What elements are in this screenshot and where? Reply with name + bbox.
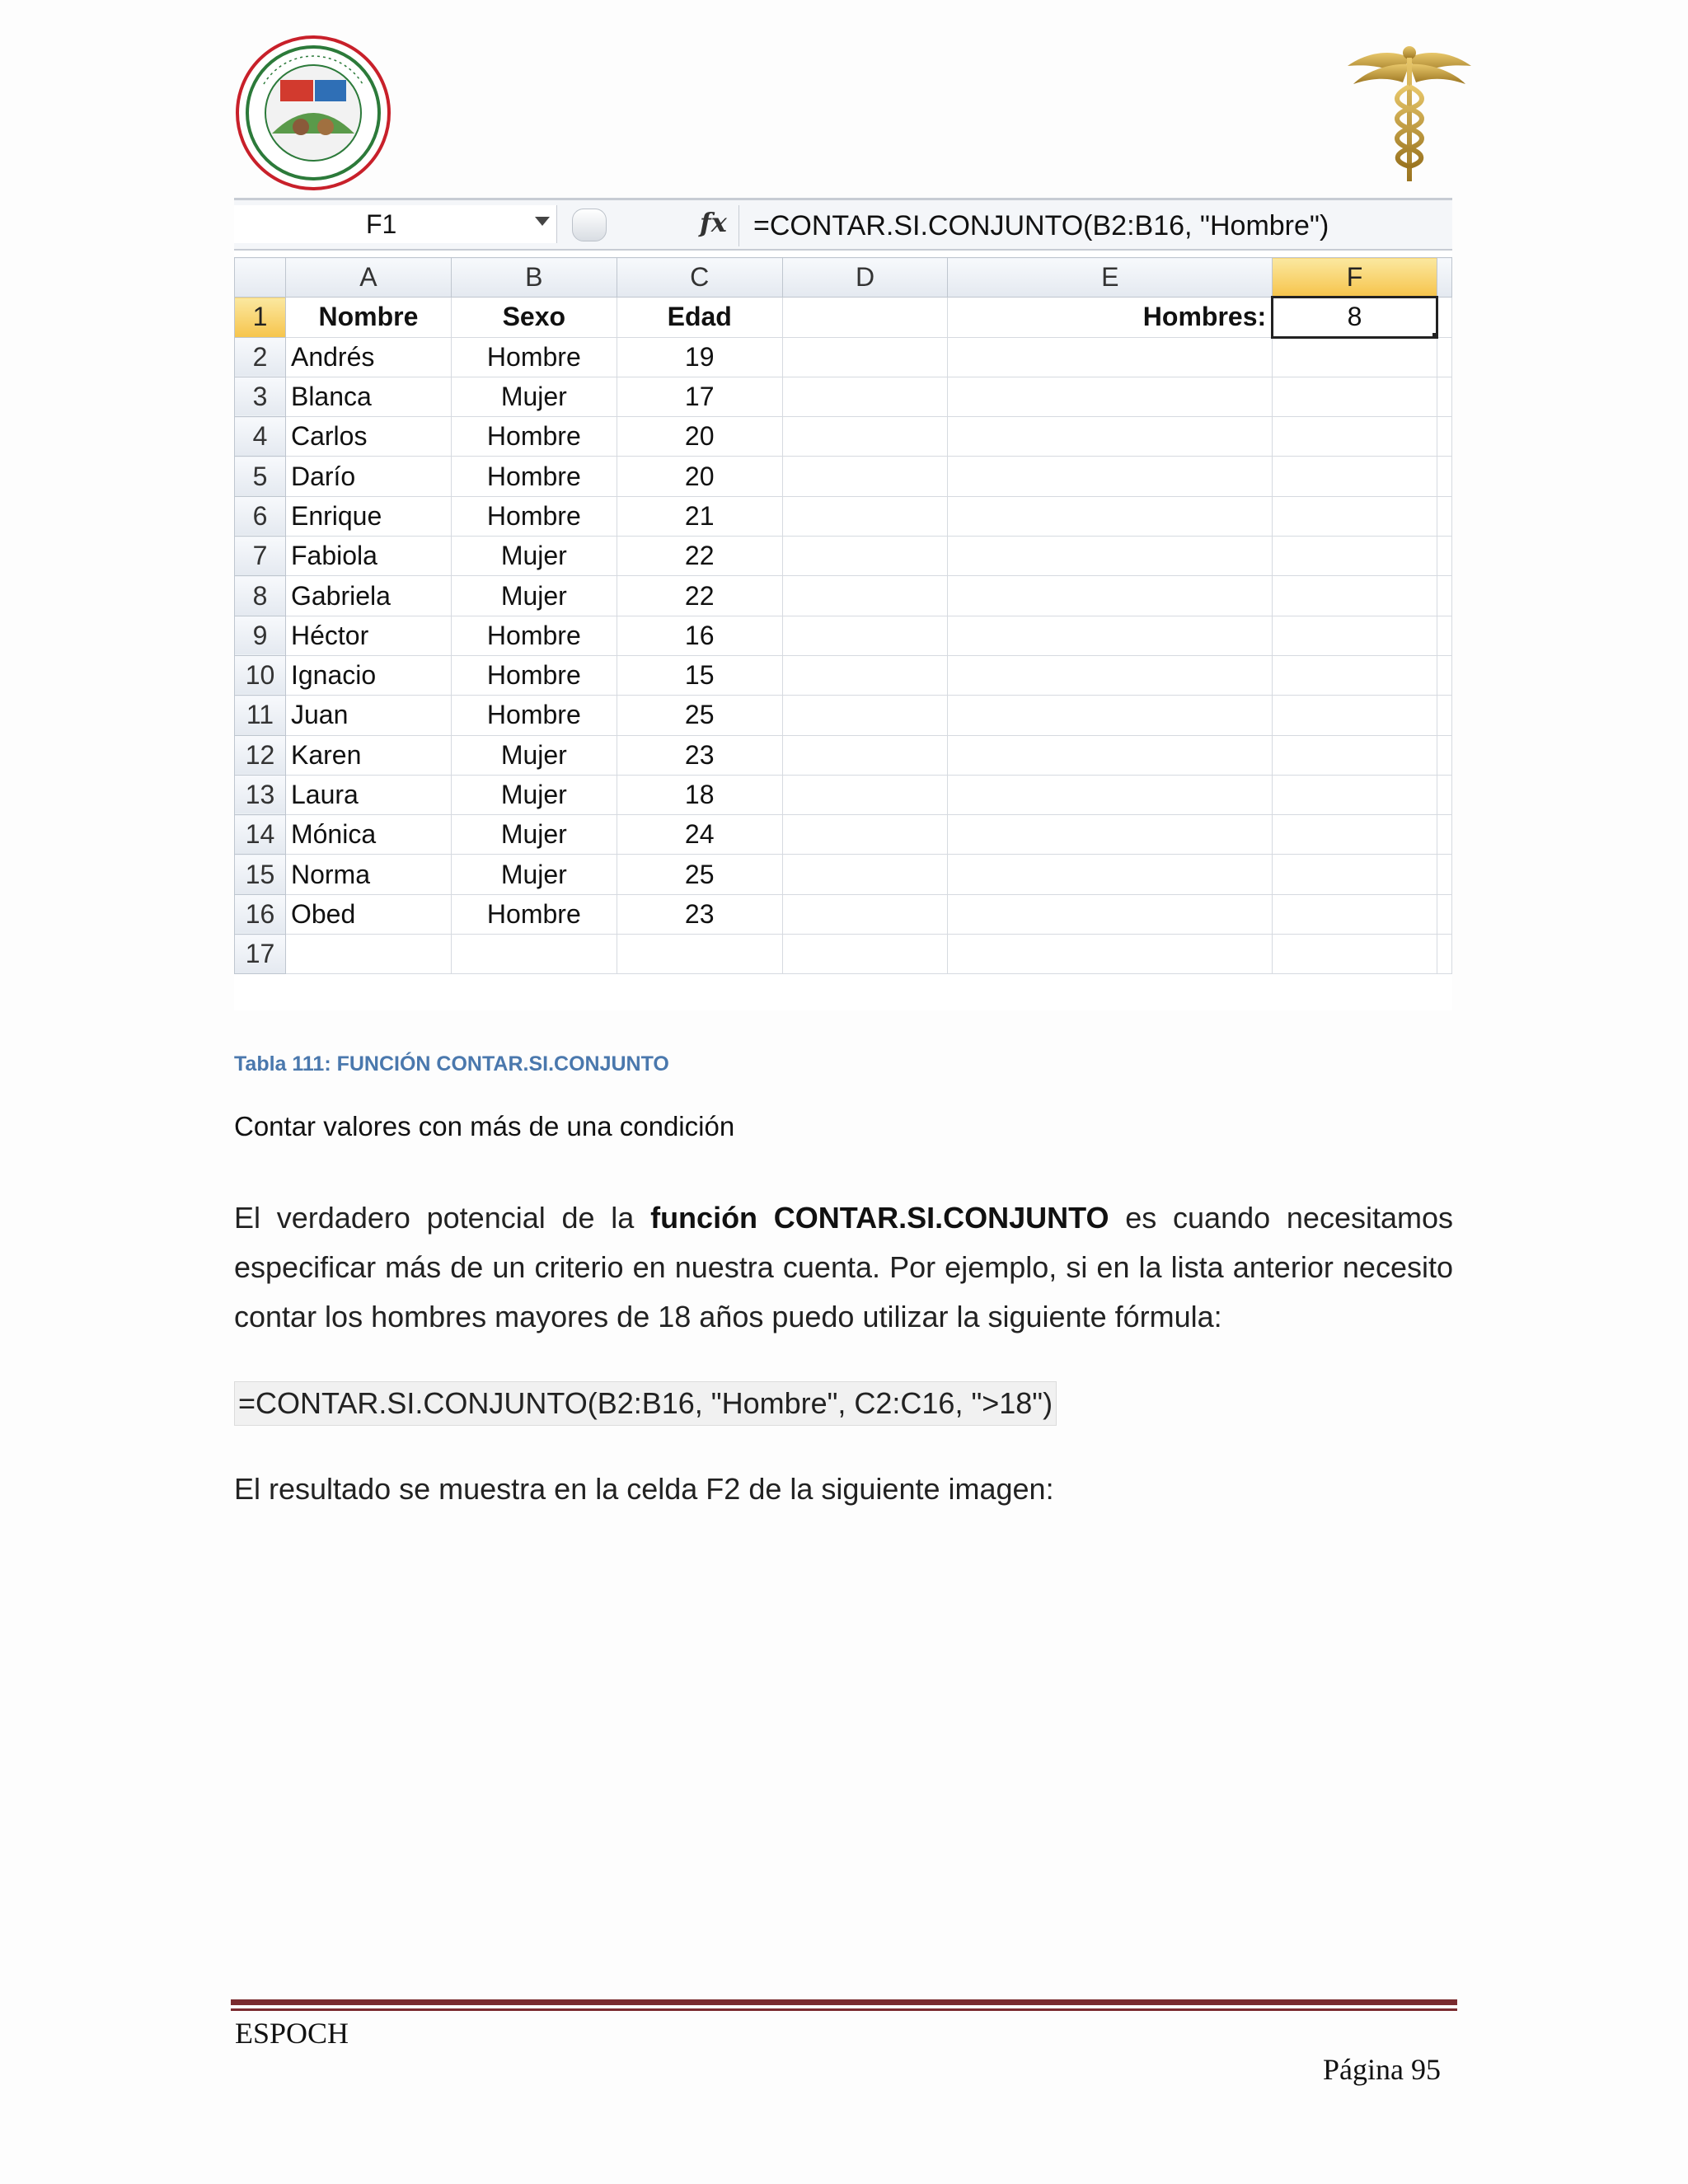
cell[interactable] — [1273, 537, 1437, 576]
chevron-down-icon[interactable] — [535, 217, 550, 226]
cell[interactable] — [1273, 655, 1437, 695]
cell[interactable]: Edad — [617, 298, 782, 337]
cell[interactable] — [782, 696, 948, 735]
cell[interactable] — [948, 775, 1273, 814]
cell[interactable] — [1273, 815, 1437, 855]
caduceus-logo — [1343, 41, 1475, 185]
row-header[interactable]: 13 — [235, 775, 286, 814]
row-header[interactable]: 9 — [235, 616, 286, 655]
formula-input[interactable]: =CONTAR.SI.CONJUNTO(B2:B16, "Hombre") — [753, 210, 1329, 241]
cell[interactable] — [451, 935, 617, 974]
cell-age[interactable]: 15 — [617, 655, 782, 695]
cell-sex[interactable]: Hombre — [451, 894, 617, 934]
column-header-c[interactable]: C — [617, 258, 782, 298]
cell-sex[interactable]: Mujer — [451, 576, 617, 616]
cell[interactable] — [948, 935, 1273, 974]
cell[interactable] — [948, 496, 1273, 536]
table-row — [235, 855, 1452, 894]
cell[interactable] — [1273, 377, 1437, 416]
table-row — [235, 775, 1452, 814]
cell[interactable] — [948, 855, 1273, 894]
cell-age[interactable]: 24 — [617, 815, 782, 855]
cell[interactable] — [948, 576, 1273, 616]
paragraph-text: es cuando necesitamos especificar más de un criterio en nuestra cuenta. Por ejemplo, si en la lista anterior necesito contar los hombres mayores de 18 años puedo utilizar la siguiente fórmula: — [234, 1201, 1453, 1333]
cell-sex[interactable]: Hombre — [451, 337, 617, 377]
cell[interactable] — [782, 655, 948, 695]
cell-name[interactable]: Norma — [285, 855, 451, 894]
cell[interactable] — [948, 537, 1273, 576]
insert-function-icon[interactable]: fx — [700, 207, 727, 238]
table-caption: Tabla 111: FUNCIÓN CONTAR.SI.CONJUNTO — [234, 1052, 669, 1076]
select-all-corner[interactable] — [235, 258, 286, 298]
cell[interactable] — [948, 655, 1273, 695]
cell[interactable] — [1437, 616, 1451, 655]
cell[interactable] — [1273, 935, 1437, 974]
name-box[interactable]: F1 — [234, 205, 557, 243]
cell[interactable] — [948, 457, 1273, 496]
cell-age[interactable]: 23 — [617, 894, 782, 934]
cell-sex[interactable]: Mujer — [451, 855, 617, 894]
cell-age[interactable]: 25 — [617, 855, 782, 894]
table-row — [235, 576, 1452, 616]
footer-rule-thin — [231, 2008, 1457, 2011]
cell[interactable]: Nombre — [285, 298, 451, 337]
table-row — [235, 815, 1452, 855]
cell-name[interactable]: Fabiola — [285, 537, 451, 576]
formula-bar — [234, 198, 1452, 251]
cell[interactable] — [1437, 775, 1451, 814]
cell-name[interactable]: Blanca — [285, 377, 451, 416]
cell-name[interactable]: Obed — [285, 894, 451, 934]
cell[interactable] — [782, 417, 948, 457]
formula-bar-divider — [738, 205, 739, 246]
cell[interactable] — [948, 894, 1273, 934]
column-header-row — [235, 258, 1452, 298]
column-header-f[interactable]: F — [1273, 258, 1437, 298]
cell[interactable] — [1437, 337, 1451, 377]
table-row — [235, 377, 1452, 416]
cell[interactable] — [1273, 775, 1437, 814]
table-row — [235, 457, 1452, 496]
table-row — [235, 298, 1452, 337]
cell[interactable] — [1273, 616, 1437, 655]
cell[interactable] — [1437, 696, 1451, 735]
cell-name[interactable]: Gabriela — [285, 576, 451, 616]
cell[interactable] — [782, 815, 948, 855]
cell[interactable] — [1273, 417, 1437, 457]
cell-name[interactable]: Andrés — [285, 337, 451, 377]
table-row — [235, 616, 1452, 655]
cell[interactable] — [782, 457, 948, 496]
cell[interactable] — [948, 735, 1273, 775]
row-header[interactable]: 17 — [235, 935, 286, 974]
cell-value: 8 — [1347, 302, 1362, 332]
cell[interactable] — [782, 496, 948, 536]
cell-name[interactable]: Darío — [285, 457, 451, 496]
paragraph-text: El verdadero potencial de la — [234, 1201, 651, 1235]
active-cell[interactable] — [1273, 298, 1437, 337]
cell-sex[interactable]: Hombre — [451, 496, 617, 536]
cell-sex[interactable]: Mujer — [451, 775, 617, 814]
espoch-seal-logo — [235, 35, 392, 191]
cell-age[interactable]: 16 — [617, 616, 782, 655]
fill-handle[interactable] — [1432, 333, 1437, 338]
cell[interactable] — [1437, 496, 1451, 536]
cell[interactable]: Sexo — [451, 298, 617, 337]
cell[interactable] — [1273, 457, 1437, 496]
cell[interactable] — [948, 417, 1273, 457]
row-header[interactable]: 6 — [235, 496, 286, 536]
cell[interactable] — [1437, 815, 1451, 855]
cell[interactable] — [782, 775, 948, 814]
cell[interactable] — [948, 696, 1273, 735]
cell[interactable] — [1273, 337, 1437, 377]
column-header-b[interactable]: B — [451, 258, 617, 298]
cell-age[interactable]: 22 — [617, 537, 782, 576]
table-row — [235, 417, 1452, 457]
table-row — [235, 935, 1452, 974]
row-header[interactable]: 16 — [235, 894, 286, 934]
cell-name[interactable]: Juan — [285, 696, 451, 735]
cell-sex[interactable]: Mujer — [451, 537, 617, 576]
cell[interactable] — [782, 377, 948, 416]
cell-age[interactable]: 21 — [617, 496, 782, 536]
table-row — [235, 496, 1452, 536]
cell[interactable] — [1437, 298, 1451, 337]
cell[interactable] — [617, 935, 782, 974]
cell[interactable] — [285, 935, 451, 974]
cell[interactable] — [1437, 935, 1451, 974]
cell[interactable] — [948, 377, 1273, 416]
row-header[interactable]: 11 — [235, 696, 286, 735]
cell[interactable] — [782, 855, 948, 894]
cell-sex[interactable]: Hombre — [451, 696, 617, 735]
row-header[interactable]: 3 — [235, 377, 286, 416]
cell[interactable] — [1437, 457, 1451, 496]
cell-name[interactable]: Laura — [285, 775, 451, 814]
cell-name[interactable]: Mónica — [285, 815, 451, 855]
cell-sex[interactable]: Hombre — [451, 616, 617, 655]
row-header[interactable]: 7 — [235, 537, 286, 576]
row-header[interactable]: 1 — [235, 298, 286, 337]
cell[interactable] — [782, 894, 948, 934]
table-row — [235, 337, 1452, 377]
cell[interactable] — [948, 616, 1273, 655]
paragraph-bold: función CONTAR.SI.CONJUNTO — [650, 1201, 1109, 1235]
cell-age[interactable]: 17 — [617, 377, 782, 416]
row-header[interactable]: 10 — [235, 655, 286, 695]
column-header-e[interactable]: E — [948, 258, 1273, 298]
cell[interactable] — [1273, 696, 1437, 735]
cell-sex[interactable]: Hombre — [451, 655, 617, 695]
cell-sex[interactable]: Hombre — [451, 457, 617, 496]
cell[interactable] — [1437, 537, 1451, 576]
cell-age[interactable]: 18 — [617, 775, 782, 814]
cell-name[interactable]: Héctor — [285, 616, 451, 655]
column-header-a[interactable]: A — [285, 258, 451, 298]
row-header[interactable]: 8 — [235, 576, 286, 616]
cell[interactable] — [782, 337, 948, 377]
subheading: Contar valores con más de una condición — [234, 1111, 735, 1141]
cell[interactable] — [1437, 735, 1451, 775]
cell-sex[interactable]: Hombre — [451, 417, 617, 457]
excel-screenshot — [234, 198, 1452, 1010]
table-row — [235, 894, 1452, 934]
cell-name[interactable]: Karen — [285, 735, 451, 775]
cell[interactable] — [1437, 576, 1451, 616]
cell[interactable] — [782, 935, 948, 974]
cell[interactable] — [1437, 855, 1451, 894]
row-header[interactable]: 4 — [235, 417, 286, 457]
cell[interactable] — [782, 616, 948, 655]
cell-sex[interactable]: Mujer — [451, 815, 617, 855]
table-row — [235, 537, 1452, 576]
cell[interactable]: Hombres: — [948, 298, 1273, 337]
column-header-g[interactable] — [1437, 258, 1451, 298]
cell[interactable] — [1273, 735, 1437, 775]
cell-name[interactable]: Enrique — [285, 496, 451, 536]
column-header-d[interactable]: D — [782, 258, 948, 298]
row-header[interactable]: 2 — [235, 337, 286, 377]
cell[interactable] — [1273, 894, 1437, 934]
body-paragraph — [234, 1193, 1453, 1342]
cell[interactable] — [1437, 894, 1451, 934]
cell[interactable] — [1273, 576, 1437, 616]
cell-age[interactable]: 25 — [617, 696, 782, 735]
cell-age[interactable]: 19 — [617, 337, 782, 377]
result-text: El resultado se muestra en la celda F2 de la siguiente imagen: — [234, 1472, 1054, 1506]
row-header[interactable]: 12 — [235, 735, 286, 775]
row-header[interactable]: 15 — [235, 855, 286, 894]
cell[interactable] — [1437, 417, 1451, 457]
cell[interactable] — [782, 735, 948, 775]
cell-age[interactable]: 22 — [617, 576, 782, 616]
page-number: Página 95 — [1323, 2053, 1441, 2086]
cell-name[interactable]: Carlos — [285, 417, 451, 457]
cell[interactable] — [948, 337, 1273, 377]
spreadsheet-grid — [234, 257, 1452, 974]
cell-age[interactable]: 20 — [617, 417, 782, 457]
cell-age[interactable]: 23 — [617, 735, 782, 775]
cell[interactable] — [782, 298, 948, 337]
row-header[interactable]: 14 — [235, 815, 286, 855]
cell-sex[interactable]: Mujer — [451, 377, 617, 416]
cell[interactable] — [1437, 655, 1451, 695]
cell[interactable] — [1437, 377, 1451, 416]
cell[interactable] — [782, 537, 948, 576]
cell-age[interactable]: 20 — [617, 457, 782, 496]
cell[interactable] — [782, 576, 948, 616]
cell-sex[interactable]: Mujer — [451, 735, 617, 775]
table-row — [235, 696, 1452, 735]
table-row — [235, 735, 1452, 775]
cell[interactable] — [1273, 855, 1437, 894]
formula-bar-splitter[interactable] — [572, 209, 607, 241]
cell[interactable] — [948, 815, 1273, 855]
row-header[interactable]: 5 — [235, 457, 286, 496]
table-row — [235, 655, 1452, 695]
formula-example: =CONTAR.SI.CONJUNTO(B2:B16, "Hombre", C2:C16, ">18") — [234, 1381, 1057, 1426]
footer-rule — [231, 1999, 1457, 2005]
cell[interactable] — [1273, 496, 1437, 536]
cell-name[interactable]: Ignacio — [285, 655, 451, 695]
footer-institution: ESPOCH — [235, 2017, 349, 2050]
